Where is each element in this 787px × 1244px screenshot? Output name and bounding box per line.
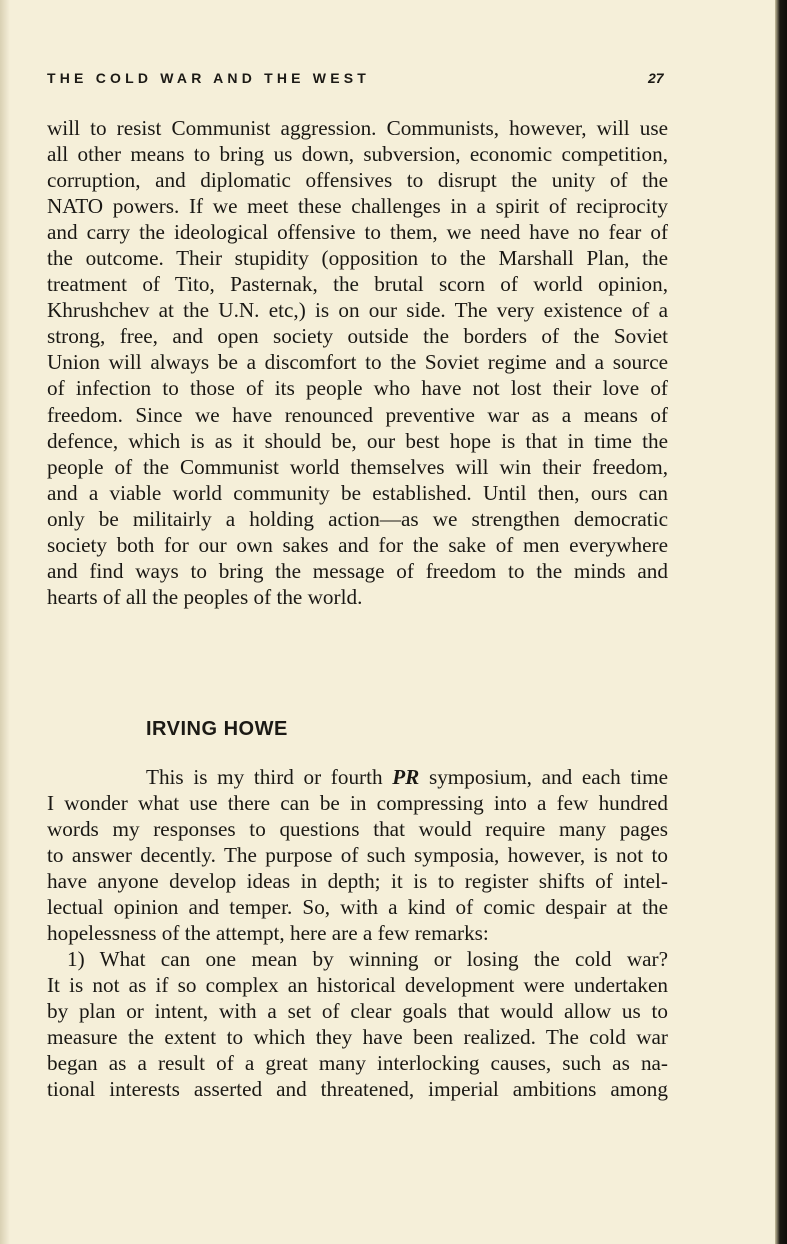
text-line: and find ways to bring the message of freedom to the minds and	[47, 558, 668, 583]
text-line: strong, free, and open society outside the borders of the Soviet	[47, 324, 668, 349]
book-spine-edge	[775, 0, 787, 1244]
text-line: freedom. Since we have renounced preventive war as a means of	[47, 402, 668, 427]
journal-abbreviation: PR	[392, 765, 420, 789]
text-line: the outcome. Their stupidity (opposition to the Marshall Plan, the	[47, 246, 668, 271]
running-head: THE COLD WAR AND THE WEST	[47, 70, 371, 86]
text-line: It is not as if so complex an historical development were undertaken	[47, 973, 668, 998]
text-line: NATO powers. If we meet these challenges in a spirit of reciprocity	[47, 194, 668, 219]
text-line: corruption, and diplomatic offensives to disrupt the unity of the	[47, 168, 668, 193]
point-one-paragraph	[47, 946, 668, 1102]
text-line: treatment of Tito, Pasternak, the brutal scorn of world opinion,	[47, 272, 668, 297]
text-line: hopelessness of the attempt, here are a few remarks:	[47, 921, 489, 946]
text-line: I wonder what use there can be in compressing into a few hundred	[47, 791, 668, 816]
text-line: hearts of all the peoples of the world.	[47, 584, 363, 609]
intro-paragraph	[47, 764, 668, 946]
text-line: and carry the ideological offensive to them, we need have no fear of	[47, 220, 668, 245]
text-line: Union will always be a discomfort to the Soviet regime and a source	[47, 350, 668, 375]
text-line: people of the Communist world themselves will win their freedom,	[47, 454, 668, 479]
text-line: have anyone develop ideas in depth; it is to register shifts of intel-	[47, 869, 668, 894]
text-line: began as a result of a great many interlocking causes, such as na-	[47, 1051, 668, 1076]
text-line: measure the extent to which they have been realized. The cold war	[47, 1025, 668, 1050]
text-span: symposium, and each time	[419, 765, 668, 789]
text-line	[47, 764, 668, 790]
section-heading: IRVING HOWE	[146, 718, 288, 740]
page-number: 27	[648, 70, 664, 86]
text-line: Khrushchev at the U.N. etc,) is on our side. The very existence of a	[47, 298, 668, 323]
text-line: words my responses to questions that would require many pages	[47, 817, 668, 842]
text-line: 1) What can one mean by winning or losing the cold war?	[67, 947, 668, 971]
text-line: by plan or intent, with a set of clear goals that would allow us to	[47, 999, 668, 1024]
text-line: society both for our own sakes and for the sake of men everywhere	[47, 532, 668, 557]
text-line: all other means to bring us down, subversion, economic competition,	[47, 142, 668, 167]
text-line: only be militairly a holding action—as we strengthen democratic	[47, 506, 668, 531]
text-line: will to resist Communist aggression. Communists, however, will use	[47, 116, 668, 140]
continuation-paragraph	[47, 115, 668, 610]
text-line: defence, which is as it should be, our best hope is that in time the	[47, 428, 668, 453]
text-line: of infection to those of its people who have not lost their love of	[47, 376, 668, 401]
text-line: lectual opinion and temper. So, with a kind of comic despair at the	[47, 895, 668, 920]
text-line: and a viable world community be established. Until then, ours can	[47, 480, 668, 505]
text-line: to answer decently. The purpose of such symposia, however, is not to	[47, 843, 668, 868]
page-gutter-shadow	[0, 0, 10, 1244]
text-span: This is my third or fourth	[146, 765, 393, 789]
text-line: tional interests asserted and threatened, imperial ambitions among	[47, 1077, 668, 1102]
